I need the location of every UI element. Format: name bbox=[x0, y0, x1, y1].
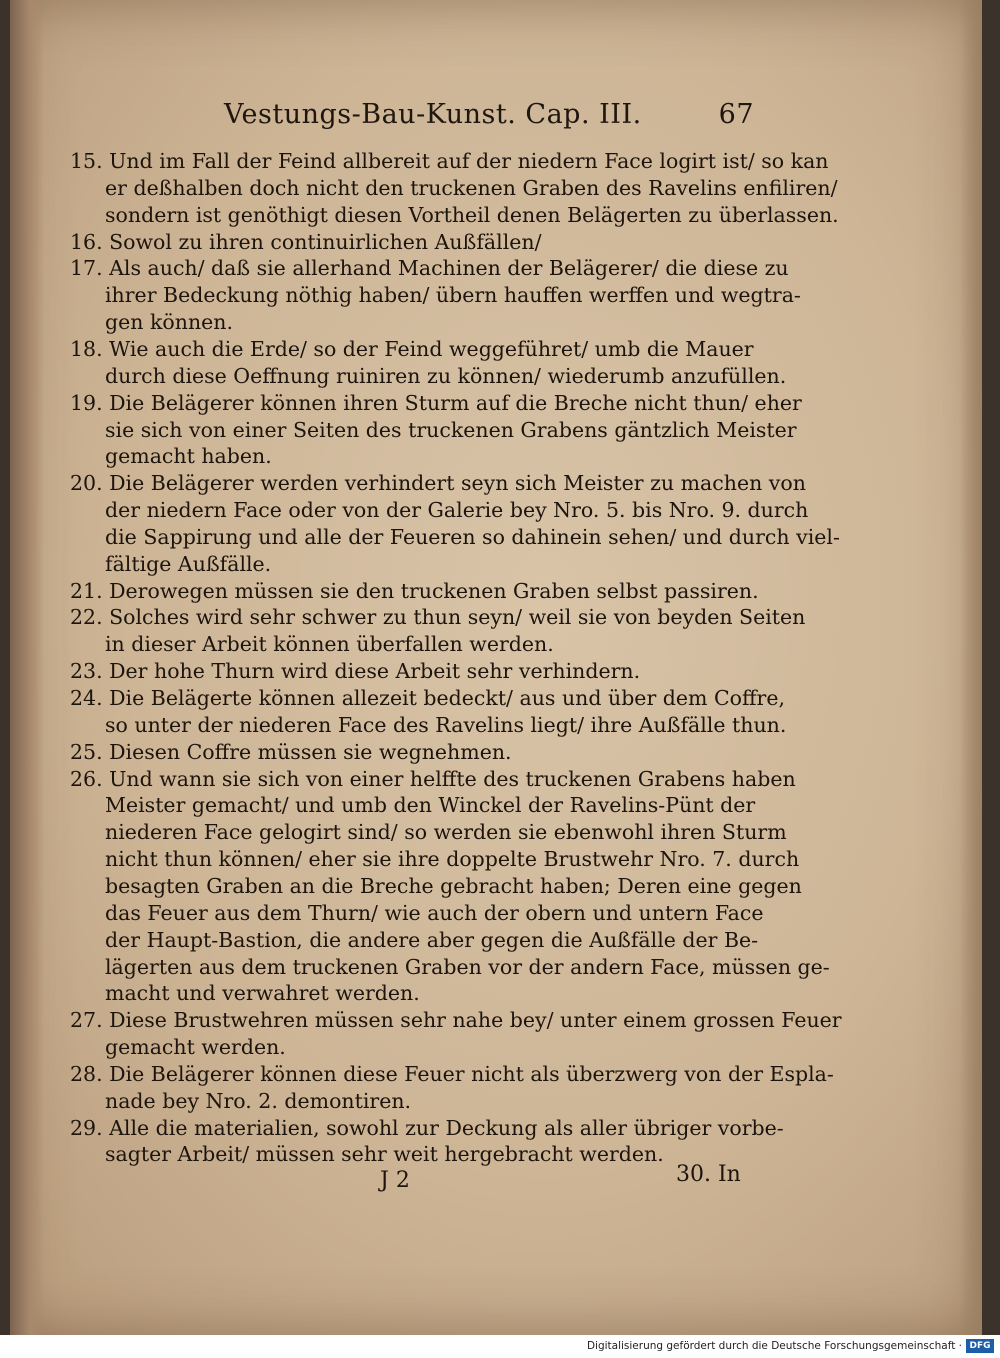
text-line: gemacht werden. bbox=[105, 1035, 286, 1060]
text-line: fältige Außfälle. bbox=[105, 551, 272, 576]
text-line: lägerten aus dem truckenen Graben vor der andern Face, müssen ge- bbox=[105, 954, 830, 979]
text-line: 24. Die Belägerte können allezeit bedeckt/ aus und über dem Coffre, bbox=[70, 686, 786, 710]
text-line: 19. Die Belägerer können ihren Sturm auf die Breche nicht thun/ eher bbox=[70, 390, 802, 415]
text-line: nicht thun können/ eher sie ihre doppelte Brustwehr Nro. 7. durch bbox=[105, 847, 800, 872]
text-line: macht und verwahret werden. bbox=[105, 981, 420, 1006]
text-line: er deßhalben doch nicht den truckenen Graben des Ravelins enfiliren/ bbox=[105, 175, 838, 200]
text-line: sondern ist genöthigt diesen Vortheil denen Belägerten zu überlassen. bbox=[105, 202, 839, 227]
text-line: nade bey Nro. 2. demontiren. bbox=[105, 1088, 412, 1113]
text-line: 16. Sowol zu ihren continuirlichen Außfällen/ bbox=[70, 229, 542, 254]
text-line: 21. Derowegen müssen sie den truckenen Graben selbst passiren. bbox=[70, 578, 759, 603]
text-line: 26. Und wann sie sich von einer helffte des truckenen Grabens haben bbox=[70, 766, 796, 791]
dfg-logo: DFG bbox=[966, 1339, 994, 1353]
text-line: gen können. bbox=[105, 310, 233, 335]
text-line: 17. Als auch/ daß sie allerhand Machinen der Belägerer/ die diese zu bbox=[70, 256, 789, 281]
text-line: gemacht haben. bbox=[105, 444, 272, 469]
text-line: 20. Die Belägerer werden verhindert seyn sich Meister zu machen von bbox=[70, 471, 806, 496]
text-line: so unter der niederen Face des Ravelins liegt/ ihre Außfälle thun. bbox=[105, 712, 787, 737]
credit-text: Digitalisierung gefördert durch die Deutsche Forschungsgemeinschaft · bbox=[586, 1340, 962, 1352]
text-line: 28. Die Belägerer können diese Feuer nicht als überzwerg von der Espla- bbox=[70, 1061, 834, 1086]
text-line: Meister gemacht/ und umb den Winckel der Ravelins-Pünt der bbox=[105, 793, 756, 818]
text-line: besagten Graben an die Breche gebracht haben; Deren eine gegen bbox=[105, 873, 802, 898]
header-title: Vestungs-Bau-Kunst. Cap. III. bbox=[224, 99, 642, 130]
text-line: 15. Und im Fall der Feind allbereit auf der niedern Face logirt ist/ so kan bbox=[70, 149, 829, 173]
page-number: 67 bbox=[718, 99, 754, 130]
page-edge bbox=[960, 0, 982, 1335]
text-line: der niedern Face oder von der Galerie bey Nro. 5. bis Nro. 9. durch bbox=[105, 498, 809, 523]
catchword: 30. In bbox=[676, 1162, 741, 1187]
text-line: sie sich von einer Seiten des truckenen Grabens gäntzlich Meister bbox=[105, 417, 797, 442]
text-line: ihrer Bedeckung nöthig haben/ übern hauffen werffen und wegtra- bbox=[105, 283, 801, 308]
text-line: 29. Alle die materialien, sowohl zur Deckung als aller übriger vorbe- bbox=[70, 1115, 784, 1140]
text-line: sagter Arbeit/ müssen sehr weit hergebracht werden. bbox=[105, 1142, 664, 1167]
text-line: 25. Diesen Coffre müssen sie wegnehmen. bbox=[70, 739, 512, 764]
text-line: durch diese Oeffnung ruiniren zu können/ wiederumb anzufüllen. bbox=[105, 363, 787, 388]
credit-bar bbox=[0, 1335, 1000, 1358]
text-line: das Feuer aus dem Thurn/ wie auch der obern und untern Face bbox=[105, 900, 764, 925]
text-line: 18. Wie auch die Erde/ so der Feind weggeführet/ umb die Mauer bbox=[70, 336, 754, 361]
text-line: in dieser Arbeit können überfallen werden. bbox=[105, 632, 554, 657]
text-line: die Sappirung und alle der Feueren so dahinein sehen/ und durch viel- bbox=[105, 524, 840, 549]
text-line: 23. Der hohe Thurn wird diese Arbeit sehr verhindern. bbox=[70, 659, 641, 684]
text-line: 27. Diese Brustwehren müssen sehr nahe bey/ unter einem grossen Feuer bbox=[70, 1008, 842, 1033]
text-line: niederen Face gelogirt sind/ so werden sie ebenwohl ihren Sturm bbox=[105, 820, 787, 845]
text-line: 22. Solches wird sehr schwer zu thun seyn/ weil sie von beyden Seiten bbox=[70, 605, 806, 630]
signature-mark: J 2 bbox=[380, 1168, 410, 1193]
page-gutter bbox=[10, 0, 44, 1335]
text-line: der Haupt-Bastion, die andere aber gegen die Außfälle der Be- bbox=[105, 927, 759, 952]
running-header bbox=[224, 95, 754, 139]
